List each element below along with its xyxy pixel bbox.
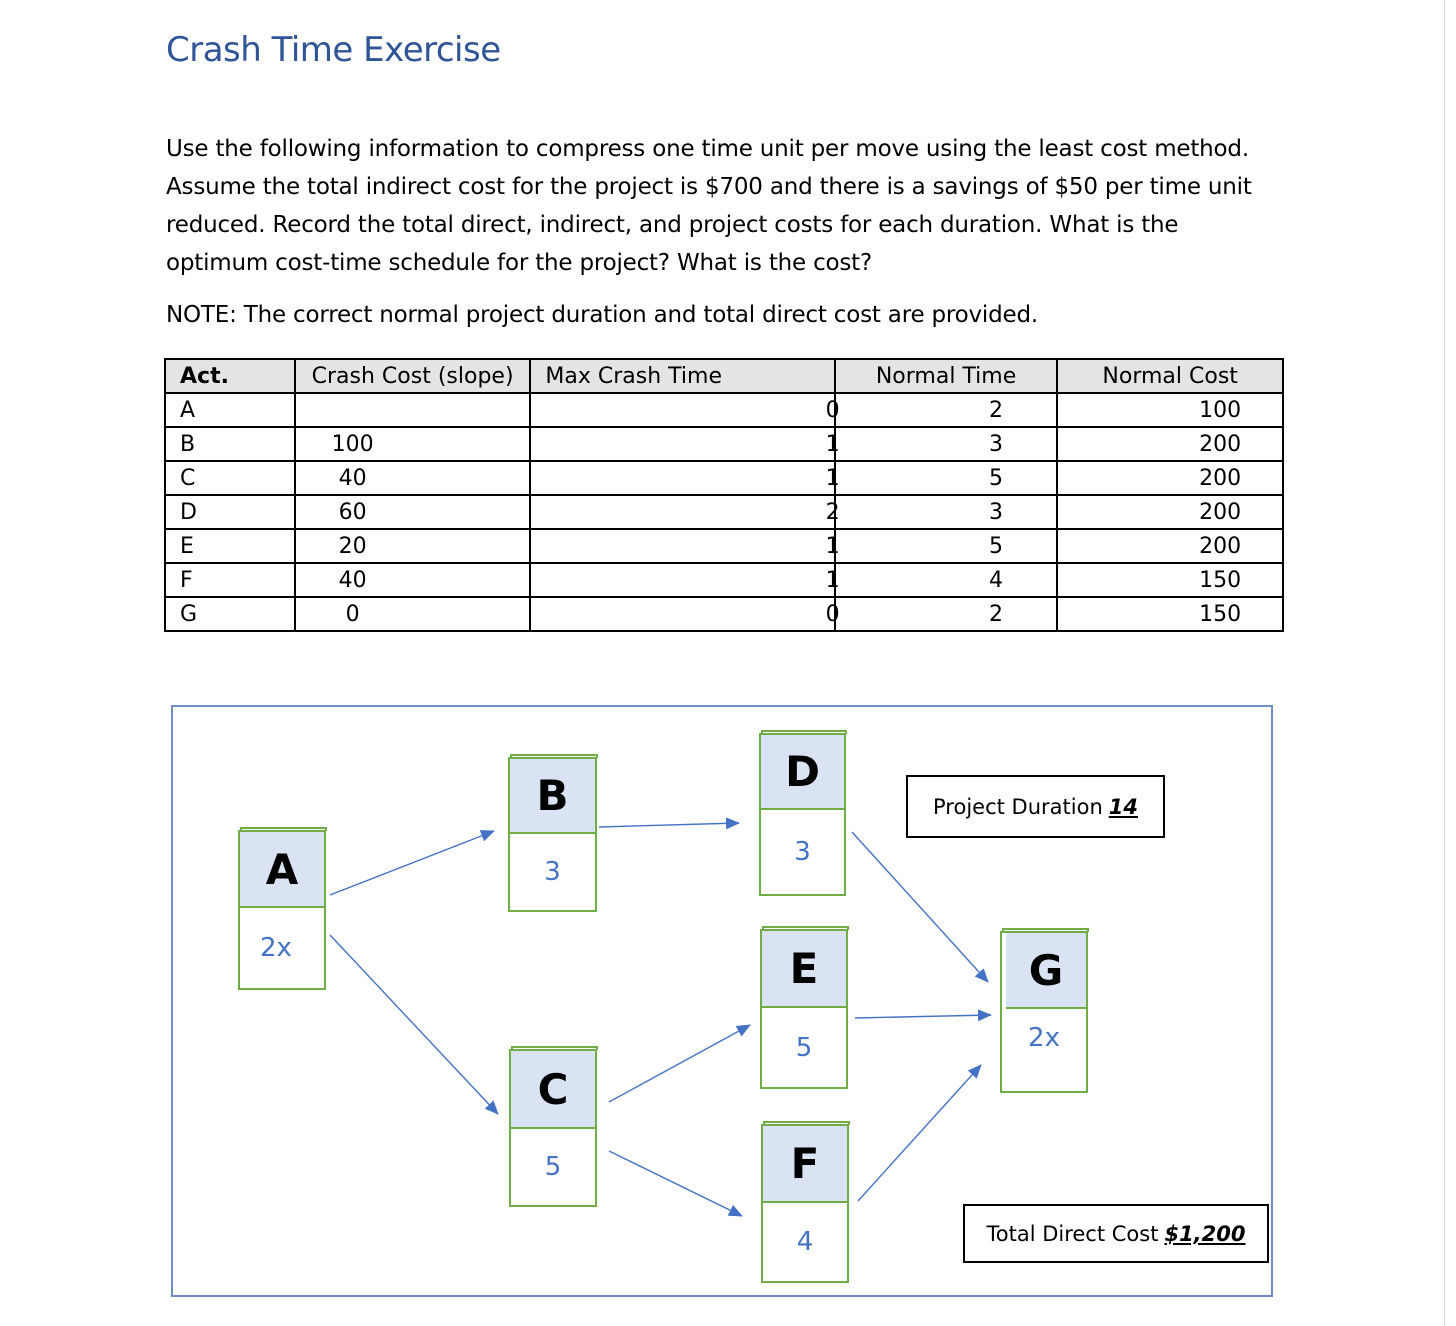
node-duration: 3 [794,837,811,867]
table-row [165,393,1283,427]
node-ring [763,1121,850,1125]
cell-max-crash-time: 1 [825,533,840,559]
arrow-b-to-d [599,823,739,827]
header-activity: Act. [165,359,295,393]
node-c [509,1049,597,1207]
cell-normal-cost: 200 [1199,465,1242,491]
cell-crash-cost: 20 [338,533,367,559]
node-f [761,1124,849,1283]
arrow-a-to-b [330,831,494,895]
node-duration: 3 [544,857,561,887]
table-header-row [165,359,1283,393]
table-row [165,427,1283,461]
node-ring [761,730,847,734]
cell-activity: E [180,533,194,559]
total-direct-cost-label: Total Direct Cost [986,1221,1159,1246]
header-max-crash-time: Max Crash Time [530,359,834,393]
instructions-line: Use the following information to compress one time unit per move using the least cost method. [166,136,1249,162]
arrow-c-to-f [609,1151,742,1216]
cell-normal-time: 2 [989,601,1004,627]
activity-table [164,358,1284,632]
cell-normal-cost: 150 [1199,601,1242,627]
node-d [759,733,846,896]
table-row [165,529,1283,563]
node-label: D [761,735,844,810]
network-diagram [171,705,1273,1297]
arrow-a-to-c [330,935,498,1114]
cell-activity: F [180,567,193,593]
cell-activity: D [180,499,197,525]
instructions-line: Assume the total indirect cost for the project is $700 and there is a savings of $50 per time unit [166,174,1252,200]
node-duration: 4 [796,1227,814,1257]
page-edge-rule [1444,0,1445,1326]
table-row [165,461,1283,495]
cell-crash-cost: 40 [338,465,367,491]
page-title: Crash Time Exercise [166,30,501,70]
cell-normal-cost: 100 [1199,397,1242,423]
node-label: A [240,832,324,908]
cell-normal-cost: 150 [1199,567,1242,593]
node-g [1000,931,1088,1093]
project-duration-label: Project Duration [933,794,1103,819]
header-crash-cost: Crash Cost (slope) [295,359,531,393]
note-text: NOTE: The correct normal project duration and total direct cost are provided. [166,302,1038,328]
node-ring [510,754,598,758]
node-duration: 2x [260,933,292,963]
cell-crash-cost: 60 [338,499,367,525]
cell-max-crash-time: 1 [825,465,840,491]
total-direct-cost-value: $1,200 [1164,1221,1246,1246]
table-row [165,495,1283,529]
cell-crash-cost: 100 [331,431,374,457]
node-label: B [510,759,595,834]
arrow-f-to-g [858,1065,981,1201]
cell-activity: A [180,397,196,423]
arrow-e-to-g [855,1015,991,1018]
node-e [760,929,848,1089]
node-label: E [762,931,846,1008]
cell-normal-time: 5 [989,465,1004,491]
cell-normal-cost: 200 [1199,533,1242,559]
arrow-c-to-e [609,1025,750,1102]
node-b [508,757,597,912]
cell-max-crash-time: 0 [825,601,840,627]
node-ring [762,926,849,930]
node-duration: 5 [795,1032,813,1063]
table-row [165,563,1283,597]
project-duration-box [906,775,1165,838]
cell-max-crash-time: 0 [825,397,840,423]
node-ring [1002,928,1089,932]
node-ring [511,1046,598,1050]
table-row [165,597,1283,631]
cell-max-crash-time: 1 [825,431,840,457]
node-ring [240,827,327,831]
cell-max-crash-time: 1 [825,567,840,593]
header-normal-cost: Normal Cost [1057,359,1283,393]
cell-normal-cost: 200 [1199,431,1242,457]
cell-activity: C [180,465,196,491]
cell-crash-cost: 0 [345,601,360,627]
header-normal-time: Normal Time [835,359,1058,393]
instructions-paragraph [166,130,1306,282]
arrow-d-to-g [852,832,988,982]
node-label: G [1006,933,1086,1009]
cell-crash-cost: 40 [338,567,367,593]
cell-normal-time: 3 [989,431,1004,457]
total-direct-cost-box [963,1204,1269,1263]
instructions-line: reduced. Record the total direct, indirect, and project costs for each duration. What is the [166,212,1179,238]
cell-normal-time: 3 [989,499,1004,525]
cell-max-crash-time: 2 [825,499,840,525]
instructions-line: optimum cost-time schedule for the project? What is the cost? [166,250,872,276]
cell-normal-time: 5 [989,533,1004,559]
node-a [238,830,326,990]
node-duration: 5 [544,1152,562,1182]
node-label: F [763,1126,847,1203]
cell-normal-time: 4 [989,567,1004,593]
cell-activity: B [180,431,196,457]
cell-normal-cost: 200 [1199,499,1242,525]
project-duration-value: 14 [1108,794,1138,819]
node-duration: 2x [1028,1023,1060,1053]
cell-normal-time: 2 [989,397,1004,423]
cell-activity: G [180,601,198,627]
node-label: C [511,1051,595,1129]
